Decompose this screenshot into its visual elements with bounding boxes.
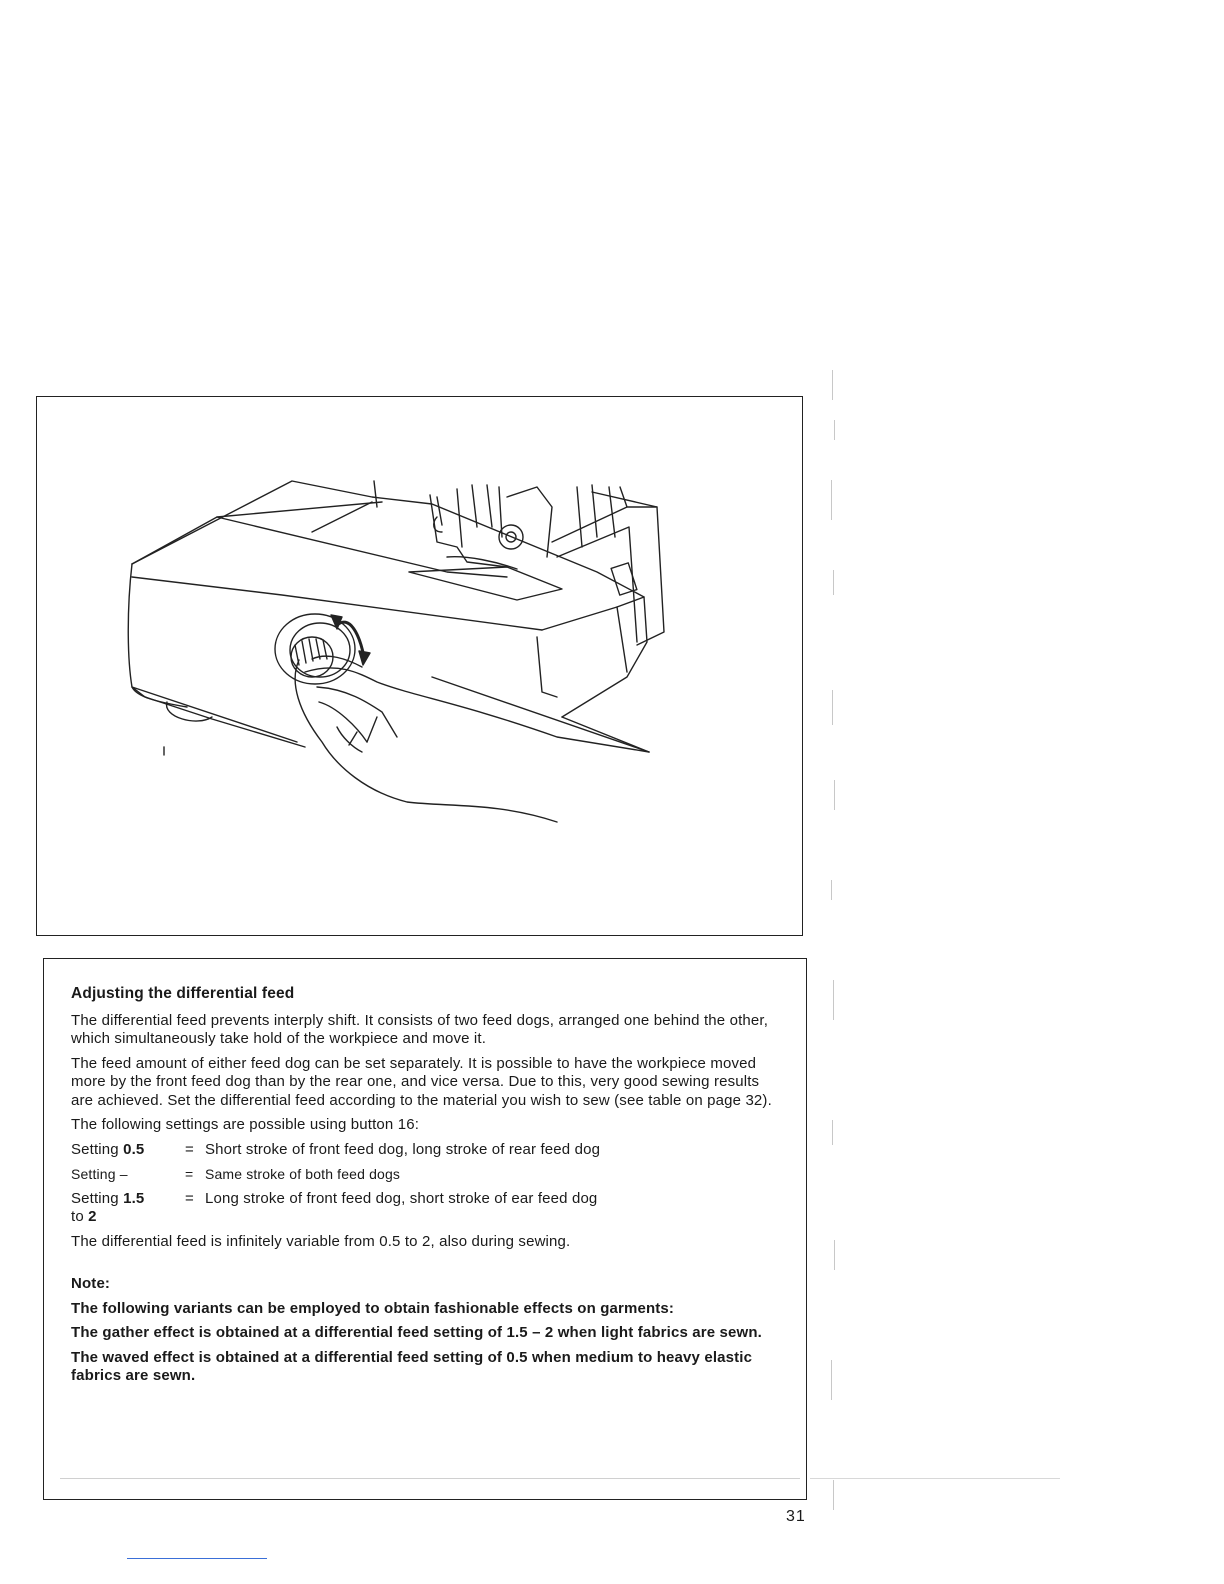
- equals-sign: =: [185, 1140, 194, 1158]
- note-line-waved: The waved effect is obtained at a differential feed setting of 0.5 when medium to heavy elastic fabrics are sewn.: [71, 1348, 753, 1384]
- instruction-text-box: [43, 958, 807, 1500]
- scan-artifact-line: [810, 1478, 1060, 1479]
- note-title: Note:: [71, 1275, 111, 1292]
- sewing-machine-hand-adjusting-dial-illustration: [37, 397, 804, 937]
- equals-sign: =: [185, 1166, 194, 1182]
- scan-margin-artifact: [826, 360, 840, 1560]
- page-number: 31: [786, 1508, 806, 1525]
- continuation-prefix: to: [71, 1208, 89, 1225]
- setting-row-0-5: [71, 1141, 778, 1160]
- setting-value: 0.5: [123, 1140, 145, 1158]
- setting-row-1-5: [71, 1190, 778, 1209]
- setting-label: [71, 1165, 185, 1184]
- figure-frame: [36, 396, 803, 936]
- setting-description: Same stroke of both feed dogs: [205, 1166, 401, 1182]
- continuation-value: 2: [88, 1208, 97, 1225]
- setting-continuation: [71, 1208, 778, 1227]
- setting-label-prefix: Setting: [71, 1140, 124, 1158]
- setting-label-suffix: –: [119, 1166, 128, 1182]
- scan-edge-line: [127, 1558, 267, 1559]
- paragraph-settings-intro: The following settings are possible using button 16:: [71, 1116, 420, 1133]
- setting-label: [71, 1190, 185, 1209]
- note-line-gather: The gather effect is obtained at a differential feed setting of 1.5 – 2 when light fabrics are sewn.: [71, 1324, 762, 1341]
- setting-description: Long stroke of front feed dog, short stroke of ear feed dog: [205, 1189, 598, 1207]
- paragraph-variable: The differential feed is infinitely variable from 0.5 to 2, also during sewing.: [71, 1232, 571, 1250]
- paragraph-intro: The differential feed prevents interply shift. It consists of two feed dogs, arranged one behind the other, which simultaneously take hold of the workpiece and move it.: [71, 1011, 769, 1047]
- paragraph-feed-amount: The feed amount of either feed dog can be set separately. It is possible to have the workpiece moved more by the front feed dog than by the rear one, and vice versa. Due to this, very good sewing results are achieved. Set the differential feed according to the material you wish to sew (see table on page 32).: [71, 1054, 772, 1109]
- setting-label-prefix: Setting: [71, 1166, 120, 1182]
- section-heading: Adjusting the differential feed: [71, 985, 295, 1002]
- note-line-variants: The following variants can be employed to obtain fashionable effects on garments:: [71, 1299, 675, 1317]
- equals-sign: =: [185, 1189, 194, 1207]
- setting-value: 1.5: [123, 1189, 145, 1207]
- setting-label: [71, 1141, 185, 1160]
- scan-artifact-line: [60, 1478, 800, 1479]
- setting-description: Short stroke of front feed dog, long stroke of rear feed dog: [205, 1140, 601, 1158]
- setting-label-prefix: Setting: [71, 1189, 124, 1207]
- setting-row-dash: [71, 1165, 778, 1184]
